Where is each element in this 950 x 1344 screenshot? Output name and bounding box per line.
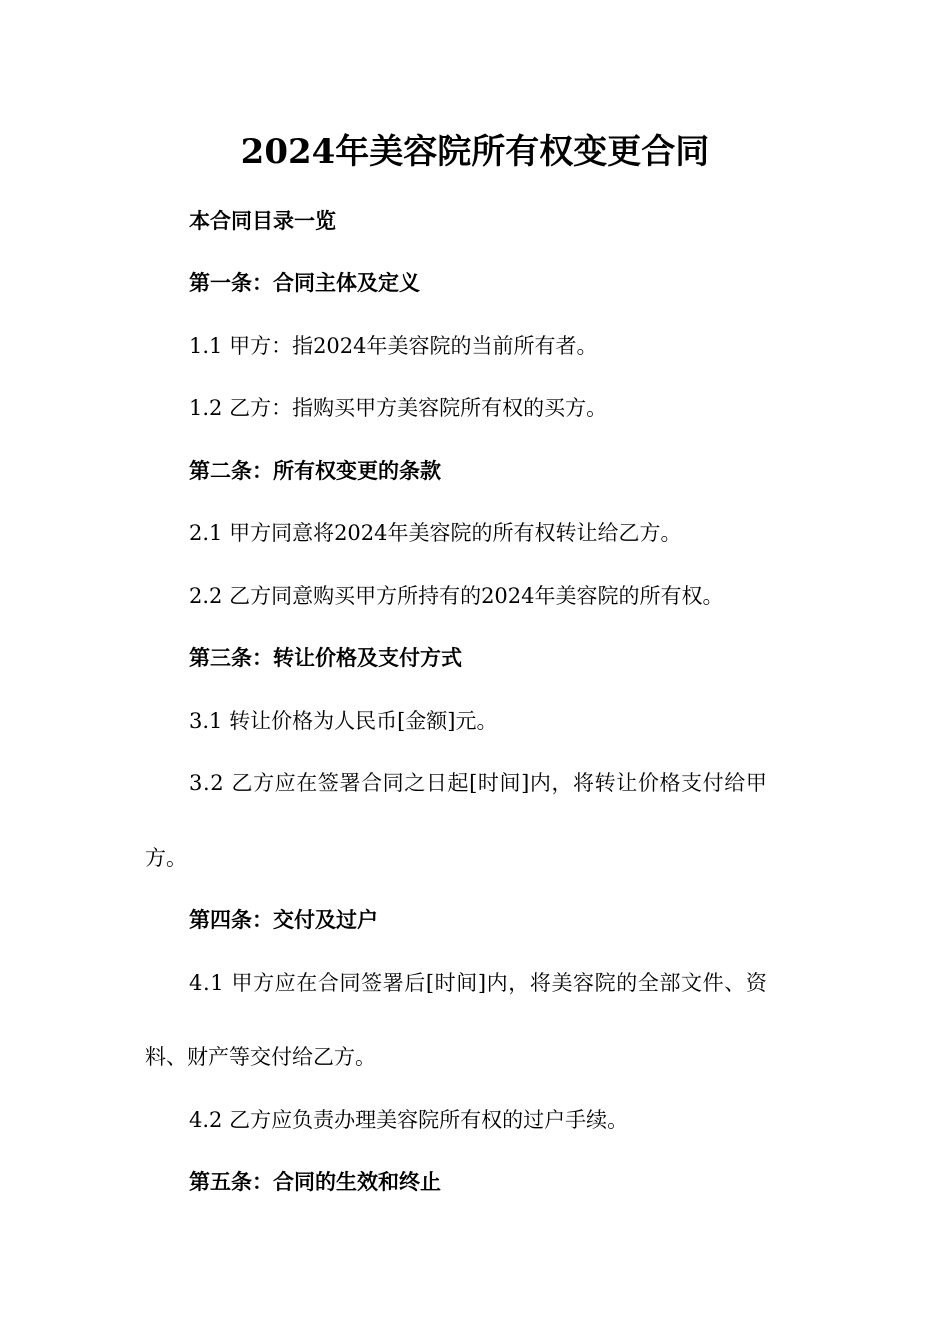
section-4-heading: 第四条：交付及过户 [189,907,378,932]
clause-1-1: 1.1 甲方：指2024年美容院的当前所有者。 [189,334,598,358]
clause-1-2: 1.2 乙方：指购买甲方美容院所有权的买方。 [189,396,608,420]
clause-4-2: 4.2 乙方应负责办理美容院所有权的过户手续。 [189,1108,629,1132]
clause-4-1-continued: 料、财产等交付给乙方。 [145,1045,376,1069]
section-5-heading: 第五条：合同的生效和终止 [189,1169,441,1194]
clause-2-2: 2.2 乙方同意购买甲方所持有的2024年美容院的所有权。 [189,584,724,608]
clause-2-1: 2.1 甲方同意将2024年美容院的所有权转让给乙方。 [189,521,682,545]
clause-4-1: 4.1 甲方应在合同签署后[时间]内，将美容院的全部文件、资 [189,971,768,995]
document-title: 2024年美容院所有权变更合同 [240,132,710,172]
clause-3-1: 3.1 转让价格为人民币[金额]元。 [189,709,498,733]
section-2-heading: 第二条：所有权变更的条款 [189,458,441,483]
section-1-heading: 第一条：合同主体及定义 [189,270,420,295]
clause-3-2-continued: 方。 [145,846,187,870]
section-3-heading: 第三条：转让价格及支付方式 [189,645,462,670]
clause-3-2: 3.2 乙方应在签署合同之日起[时间]内，将转让价格支付给甲 [189,771,768,795]
toc-heading: 本合同目录一览 [189,208,336,233]
